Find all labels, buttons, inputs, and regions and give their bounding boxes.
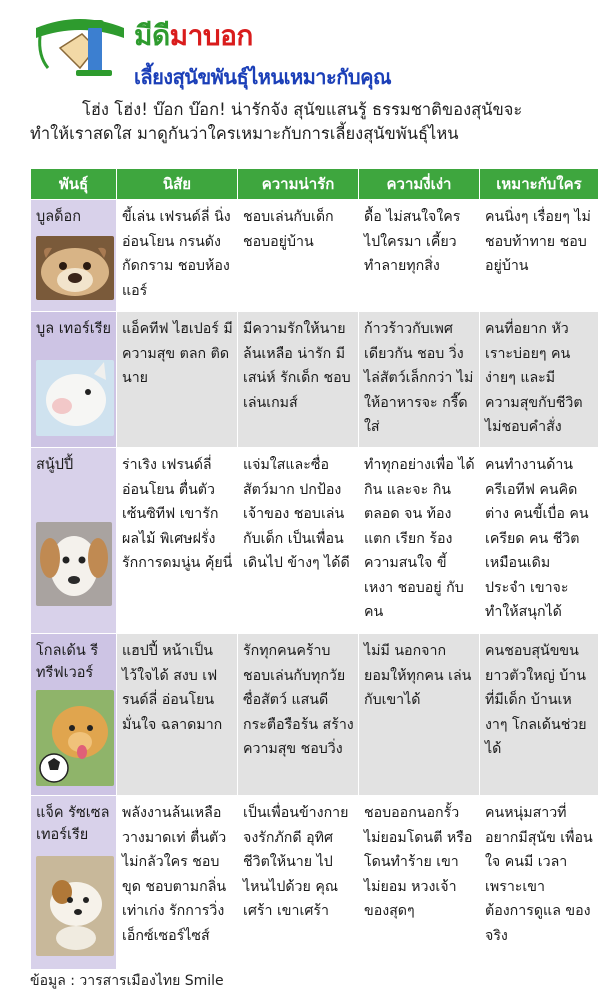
- bulldog-photo: [36, 236, 114, 300]
- trait-cell: พลังงานล้นเหลือ วางมาดเท่ ตื่นตัว ไม่กลัวใคร ชอบ ขุด ชอบตามกลิ่น เท่าเก่ง รักการวิ่ง เอ็กซ์เซอร์ไซส์: [117, 796, 238, 970]
- breed-cell: [31, 796, 117, 970]
- cute-cell: เป็นเพื่อนข้างกาย จงรักภักดี อุทิศ ชีวิตให้นาย ไปไหนไปด้วย คุณเศร้า เขาเศร้า: [238, 796, 359, 970]
- suits-cell: คนนิ่งๆ เรื่อยๆ ไม่ชอบท้าทาย ชอบอยู่บ้าน: [480, 200, 599, 312]
- silly-cell: ทำทุกอย่างเพื่อ ได้กิน และจะ กินตลอด จน ท้องแตก เรียก ร้องความสนใจ ขี้เหงา ชอบอยู่ กับคน: [359, 448, 480, 634]
- suits-cell: คนชอบสุนัขขน ยาวตัวใหญ่ บ้านที่มีเด็ก บ้านเหงาๆ โกลเด้นช่วยได้: [480, 634, 599, 796]
- header-suits: เหมาะกับใคร: [480, 169, 599, 200]
- table-row: [31, 634, 599, 796]
- silly-cell: ก้าวร้าวกับเพศ เดียวกัน ชอบ วิ่งไล่สัตว์เล็กกว่า ไม่ให้อาหารจะ กรี๊ดใส่: [359, 312, 480, 448]
- cute-cell: มีความรักให้นาย ล้นเหลือ น่ารัก มีเสน่ห์ รักเด็ก ชอบเล่นเกมส์: [238, 312, 359, 448]
- magazine-brand: [134, 20, 253, 52]
- breed-cell: [31, 634, 117, 796]
- silly-cell: ชอบออกนอกรั้ว ไม่ยอมโดนตี หรือโดนทำร้าย เขาไม่ยอม หวงเจ้าของสุดๆ: [359, 796, 480, 970]
- article-title: เลี้ยงสุนัขพันธุ์ไหนเหมาะกับคุณ: [134, 65, 392, 89]
- intro-line-1: โฮ่ง โฮ่ง! บ๊อก บ๊อก! น่ารักจัง สุนัขแสนรู้ ธรรมชาติของสุนัขจะ: [82, 100, 523, 119]
- table-row: [31, 796, 599, 970]
- source-credit: ข้อมูล : วารสารเมืองไทย Smile: [30, 973, 224, 989]
- header-breed: พันธุ์: [31, 169, 117, 200]
- trait-cell: แอ็คทีฟ ไฮเปอร์ มีความสุข ตลก ติดนาย: [117, 312, 238, 448]
- breed-name: สนู้ปปี้: [36, 457, 74, 473]
- brand-part-2: มาบอก: [169, 19, 253, 52]
- brand-part-1: มีดี: [134, 19, 170, 52]
- intro-paragraph: [30, 98, 592, 146]
- bull-terrier-photo: [36, 360, 114, 436]
- header-cute: ความน่ารัก: [238, 169, 359, 200]
- dog-breed-table: [30, 168, 599, 970]
- breed-cell: [31, 448, 117, 634]
- silly-cell: ไม่มี นอกจาก ยอมให้ทุกคน เล่นกับเขาได้: [359, 634, 480, 796]
- table-row: [31, 200, 599, 312]
- jack-russell-photo: [36, 856, 114, 956]
- header-trait: นิสัย: [117, 169, 238, 200]
- breed-name: บูล เทอร์เรีย: [36, 321, 111, 337]
- silly-cell: ดื้อ ไม่สนใจใคร ไปใครมา เคี้ยว ทำลายทุกสิ่ง: [359, 200, 480, 312]
- suits-cell: คนที่อยาก หัวเราะบ่อยๆ คนง่ายๆ และมี ความสุขกับชีวิต ไม่ชอบคำสั่ง: [480, 312, 599, 448]
- trait-cell: แฮปปี้ หน้าเป็น ไว้ใจได้ สงบ เฟรนด์ลี่ อ่อนโยน มั่นใจ ฉลาดมาก: [117, 634, 238, 796]
- breed-name: โกลเด้น รีทรีฟเวอร์: [36, 643, 99, 681]
- cute-cell: รักทุกคนคร้าบ ชอบเล่นกับทุกวัย ซื่อสัตว์ แสนดี กระตือรือร้น สร้างความสุข ชอบวิ่ง: [238, 634, 359, 796]
- table-row: [31, 448, 599, 634]
- breed-cell: [31, 312, 117, 448]
- breed-name: บูลด็อก: [36, 209, 81, 225]
- suits-cell: คนทำงานด้าน ครีเอทีฟ คนคิด ต่าง คนขี้เบื่อ คนเครียด คน ชีวิตเหมือนเดิม ประจำ เขาจะ ทำให้สนุกได้: [480, 448, 599, 634]
- table-header-row: [31, 169, 599, 200]
- cute-cell: ชอบเล่นกับเด็ก ชอบอยู่บ้าน: [238, 200, 359, 312]
- suits-cell: คนหนุ่มสาวที่ อยากมีสุนัข เพื่อนใจ คนมี เวลา เพราะเขา ต้องการดูแล ของจริง: [480, 796, 599, 970]
- intro-line-2: ทำให้เราสดใส มาดูกันว่าใครเหมาะกับการเลี้ยงสุนัขพันธุ์ไหน: [30, 124, 459, 143]
- trait-cell: ร่าเริง เฟรนด์ลี่ อ่อนโยน ตื่นตัว เซ้นซิทีฟ เขารัก ผลไม้ พิเศษฝรั่ง รักการดมนู่น คุ้ยนี่: [117, 448, 238, 634]
- beagle-photo: [36, 522, 112, 606]
- header-silly: ความงี่เง่า: [359, 169, 480, 200]
- breed-cell: [31, 200, 117, 312]
- table-row: [31, 312, 599, 448]
- breed-name: แจ็ค รัซเซล เทอร์เรีย: [36, 805, 110, 843]
- trait-cell: ขี้เล่น เฟรนด์ลี่ นิ่ง อ่อนโยน กรนดัง กัดกราม ชอบห้องแอร์: [117, 200, 238, 312]
- magazine-logo-icon: [30, 8, 130, 80]
- golden-retriever-photo: [36, 690, 114, 786]
- cute-cell: แจ่มใสและซื่อ สัตว์มาก ปกป้องเจ้าของ ชอบเล่นกับเด็ก เป็นเพื่อนเดินไป ข้างๆ ได้ดี: [238, 448, 359, 634]
